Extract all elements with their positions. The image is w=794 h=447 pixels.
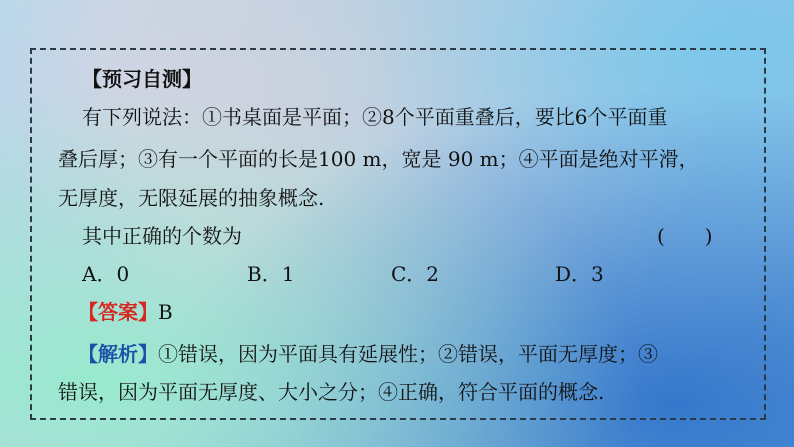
answer-value: B [158, 300, 173, 324]
answer-tag: 【答案】 [78, 300, 158, 324]
section-heading: 【预习自测】 [82, 67, 202, 91]
option-b: B．1 [247, 262, 295, 286]
question-line-3: 无厚度，无限延展的抽象概念. [58, 186, 325, 210]
question-line-2: 叠后厚；③有一个平面的长是100 m，宽是 90 m；④平面是绝对平滑， [58, 147, 699, 171]
analysis-line-1 [78, 340, 658, 368]
answer-line [78, 298, 173, 326]
option-c: C．2 [391, 262, 440, 286]
analysis-text-1: ①错误，因为平面具有延展性；②错误，平面无厚度；③ [158, 342, 658, 366]
question-line-1: 有下列说法：①书桌面是平面；②8个平面重叠后，要比6个平面重 [82, 105, 668, 129]
question-line-4: 其中正确的个数为 [82, 224, 242, 248]
option-a: A．0 [82, 262, 130, 286]
analysis-tag: 【解析】 [78, 342, 158, 366]
answer-bracket: ( ) [657, 224, 713, 248]
analysis-line-2: 错误，因为平面无厚度、大小之分；④正确，符合平面的概念. [58, 380, 605, 404]
option-d: D．3 [555, 262, 604, 286]
